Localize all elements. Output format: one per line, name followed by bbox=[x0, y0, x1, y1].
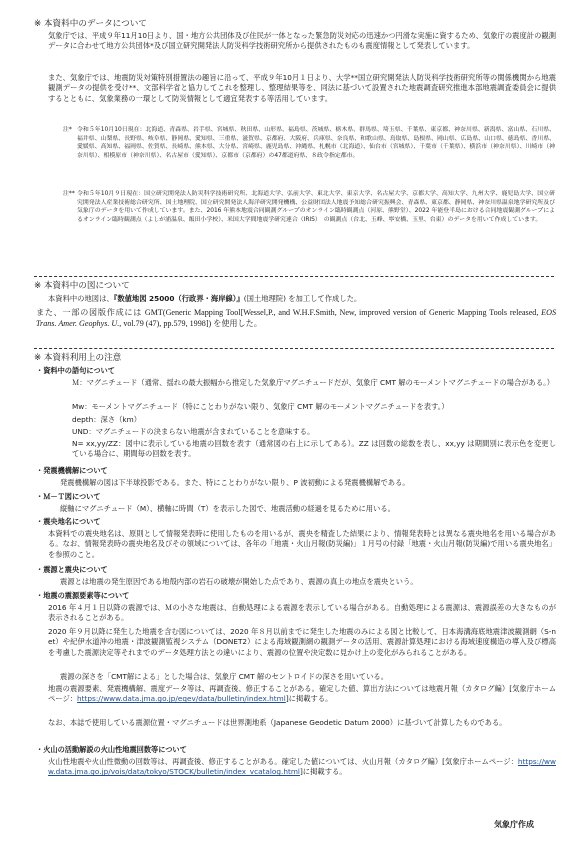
term-magnitude: Ｍ：マグニチュード（通常、揺れの最大振幅から推定した気象庁マグニチュードだが、気象庁 CMT 解のモーメントマグニチュードの場合がある。） bbox=[72, 378, 555, 387]
section-divider bbox=[34, 276, 554, 277]
mt-body: 縦軸にマグニチュード（M）、横軸に時間（T）を表示した図で、地震活動の経過を見るために用いる。 bbox=[60, 504, 395, 513]
footnote-local-governments bbox=[63, 126, 555, 160]
volcano-body bbox=[48, 757, 556, 778]
elements-subheading: ・地震の震源要素等について bbox=[36, 591, 130, 600]
source-body: 震源とは地震の発生原因である地殻内部の岩石の破壊が開始した点であり、震源の真上の地点を震央という。 bbox=[60, 577, 418, 586]
term-depth: depth：深さ（km） bbox=[72, 415, 142, 424]
map-source-title: 『数値地図 25000（行政界・海岸線）』 bbox=[113, 294, 244, 303]
elements-paragraph-2: 2020 年９月以降に発生した地震を含む図については、2020 年８月以前までに発生した地震のみによる図と比較して、日本海溝海底地震津波観測網（S-net）や紀伊水道沖の地震・津波観測監視システム（DONET2）による海域観測網の観測データの活用、震源計算処理における海域速度構造の導入及び標高を考慮した震源決定等それまでのデータ処理方法との違いにより、震源の位置や決定数に見かけ上の変化がみられることがある。 bbox=[48, 627, 556, 657]
section-divider bbox=[34, 348, 554, 349]
footer-credit: 気象庁作成 bbox=[494, 820, 534, 829]
map-section-paragraph-2 bbox=[36, 307, 556, 329]
elements-paragraph-5: なお、本誌で使用している震源位置・マグニチュードは世界測地系（Japanese Geodetic Datum 2000）に基づいて計算したものである。 bbox=[48, 718, 507, 727]
bulletin-catalog-link[interactable]: https://www.data.jma.go.jp/eqev/data/bulletin/index.html bbox=[77, 694, 286, 704]
elements-paragraph-4-suffix: ]に掲載する。 bbox=[285, 694, 333, 704]
volcano-subheading: ・火山の活動解説の火山性地震回数等について bbox=[36, 745, 187, 754]
footnote-label: 注** bbox=[63, 191, 75, 197]
footnote-institutions bbox=[63, 190, 555, 224]
footnote-label: 注* bbox=[63, 127, 72, 133]
mechanism-body: 発震機構解の図は下半球投影である。また、特にことわりがない限り、P 波初動による発震機構解である。 bbox=[60, 478, 410, 487]
gmt-citation-journal: EOS Trans. Amer. Geophys. U. bbox=[36, 308, 556, 328]
volcano-body-text: 火山性地震や火山性微動の回数等は、再調査後、修正することがある。確定した値については、火山月報（カタログ編）[気象庁ホームページ： bbox=[48, 757, 518, 766]
volcano-body-suffix: ]に掲載する。 bbox=[299, 767, 347, 777]
data-section-heading: ※ 本資料中のデータについて bbox=[34, 19, 147, 29]
elements-paragraph-4-text: 地震の震源要素、発震機構解、震度データ等は、再調査後、修正することがある。確定した値、算出方法については地震月報（カタログ編）[気象庁ホームページ： bbox=[48, 684, 556, 704]
footnote-text: 令和５年10月10日現在：北海道、青森県、岩手県、宮城県、秋田県、山形県、福島県、茨城県、栃木県、群馬県、埼玉県、千葉県、東京都、神奈川県、新潟県、富山県、石川県、福井県、山梨県、長野県、岐阜県、静岡県、愛知県、三重県、滋賀県、京都府、大阪府、兵庫県、奈良県、和歌山県、鳥取県、島根県、岡山県、広島県、山口県、徳島県、香川県、愛媛県、高知県、福岡県、佐賀県、長崎県、熊本県、大分県、宮崎県、鹿児島県、沖縄県、札幌市（北海道）、仙台市（宮城県）、千葉市（千葉県）、横浜市（神奈川県）、川崎市（神奈川県）、相模原市（神奈川県）、名古屋市（愛知県）、京都市（京都府）の47都道府県、８政令指定都市。 bbox=[77, 127, 555, 159]
elements-paragraph-4 bbox=[48, 684, 556, 705]
footnote-text: 令和５年10月９日現在：国立研究開発法人防災科学技術研究所、北海道大学、弘前大学、東北大学、東京大学、名古屋大学、京都大学、高知大学、九州大学、鹿児島大学、国立研究開発法人産業技術総合研究所、国土地理院、国立研究開発法人海洋研究開発機構、公益財団法人地震予知総合研究振興会、青森県、東京都、静岡県、神奈川県温泉地学研究所及び気象庁のデータを用いて作成しています。また、2016 年熊本地震合同観測グループのオンライン臨時観測点（河原、熊野堂）、2022 年能登半島における合同地震観測グループによるオンライン臨時観測点（よしが浦温泉、飯田小学校）、米国大学間地震学研究連合（IRIS） の観測点（台北、玉峰、寧安橋、玉里、台東）のデータを用いて作成しています。 bbox=[77, 191, 555, 223]
term-count: N= xx,yy/ZZ：図中に表示している地震の回数を表す（通常図の右上に示してある）。ZZ は回数の総数を表し、xx,yy は期間別に表示色を変更している場合に、期間毎の回数を表す。 bbox=[72, 439, 556, 459]
elements-paragraph-1: 2016 年４月１日以降の震源では、Ｍの小さな地震は、自動処理による震源を表示している場合がある。自動処理による震源は、震源誤差の大きなものが表示されることがある。 bbox=[48, 603, 556, 623]
map-source-suffix: (国土地理院) を加工して作成した。 bbox=[243, 294, 362, 303]
volcano-catalog-link[interactable]: https://www.data.jma.go.jp/vois/data/tokyo/STOCK/bulletin/index_vcatalog.html bbox=[48, 757, 556, 777]
gmt-citation-suffix: , vol.79 (47), pp.579, 1998]) を使用した。 bbox=[119, 319, 262, 328]
terms-subheading: ・資料中の語句について bbox=[36, 366, 115, 375]
gmt-citation-text: また、一部の図版作成には GMT(Generic Mapping Tool[Wessel,P., and W.H.F.Smith, New, improved version of Generic Mapping Tools released, bbox=[36, 308, 542, 317]
usage-section-heading: ※ 本資料利用上の注意 bbox=[34, 353, 122, 363]
map-section-heading: ※ 本資料中の図について bbox=[34, 281, 130, 291]
mechanism-subheading: ・発震機構解について bbox=[36, 466, 108, 475]
map-section-paragraph-1 bbox=[48, 294, 556, 304]
source-subheading: ・震源と震央について bbox=[36, 565, 108, 574]
place-subheading: ・震央地名について bbox=[36, 517, 101, 526]
elements-paragraph-3: 震源の深さを「CMT解による」とした場合は、気象庁 CMT 解のセントロイドの深さを用いている。 bbox=[60, 672, 388, 681]
term-moment-magnitude: Mw：モーメントマグニチュード（特にことわりがない限り、気象庁 CMT 解のモーメントマグニチュードを表す。） bbox=[72, 402, 449, 411]
place-body: 本資料での震央地名は、原則として情報発表時に使用したものを用いるが、震央を精査した結果により、情報発表時とは異なる震央地名を用いる場合がある。なお、情報発表時の震央地名及びその領域については、各年の「地震・火山月報(防災編)」１月号の付録「地震・火山月報(防災編)で用いる震央地名」を参照のこと。 bbox=[48, 529, 556, 559]
map-source-text: 本資料中の地図は、 bbox=[48, 294, 114, 303]
mt-subheading: ・Ｍ－Ｔ図について bbox=[36, 492, 101, 501]
data-section-paragraph-2: また、気象庁では、地震防災対策特別措置法の趣旨に沿って、平成９年10月１日より、大学**国立研究開発法人防災科学技術研究所等の関係機関から地震観測データの提供を受け**、文部科学省と協力してこれを整理し、整理結果等を、同法に基づいて設置された地震調査研究推進本部地震調査委員会に提供するとともに、気象業務の一環として防災情報として適宜発表する等活用しています。 bbox=[48, 73, 556, 103]
data-section-paragraph-1: 気象庁では、平成９年11月10日より、国・地方公共団体及び住民が一体となった緊急防災対応の迅速かつ円滑な実施に資するため、気象庁の震度計の観測データに合わせて地方公共団体*及び国立研究開発法人防災科学技術研究所から提供されたものも震度情報として発表しています。 bbox=[48, 31, 556, 51]
term-und: UND：マグニチュードの決まらない地震が含まれていることを意味する。 bbox=[72, 427, 315, 436]
